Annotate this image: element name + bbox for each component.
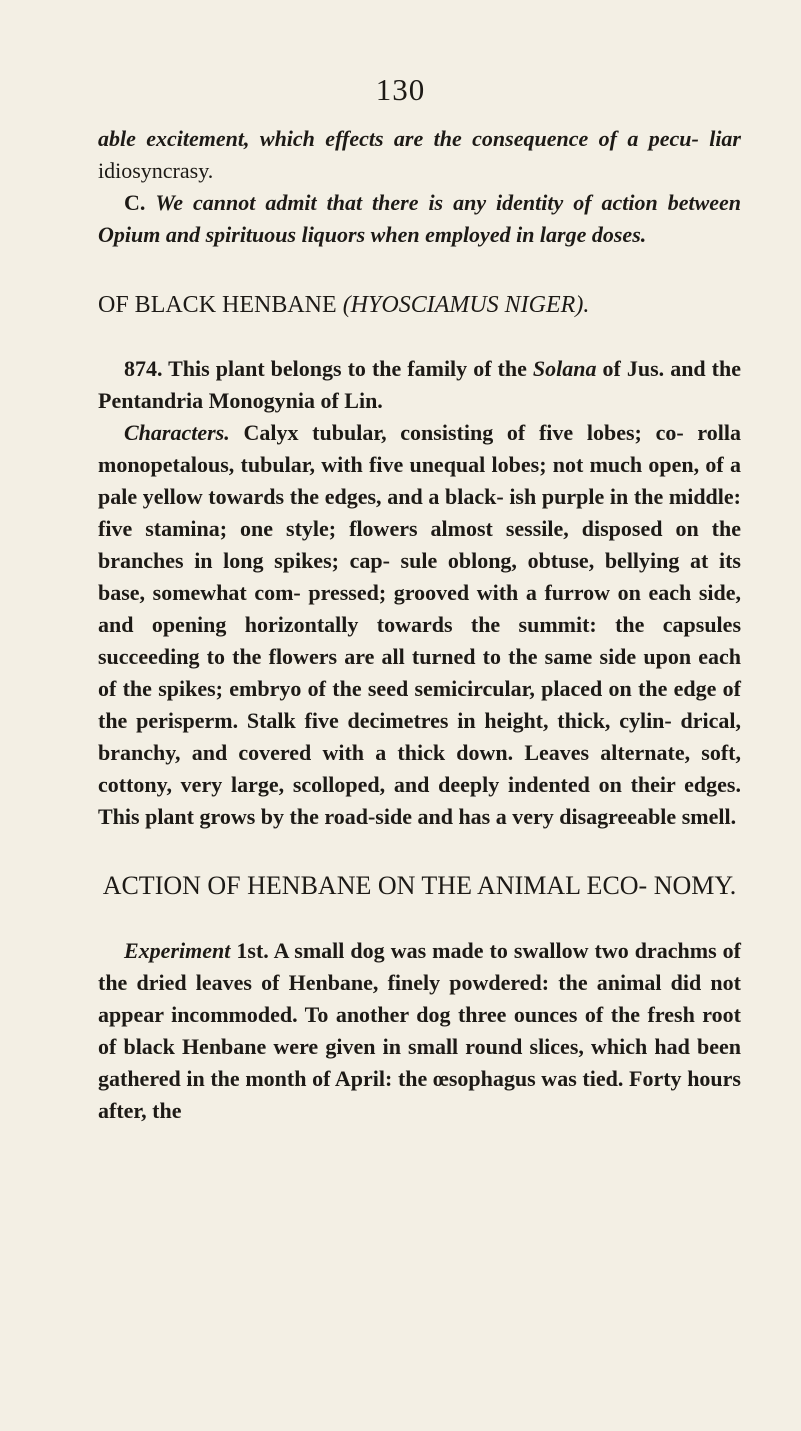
continuation-plain-text: idiosyncrasy. [98,158,214,183]
experiment-text: 1st. A small dog was made to swallow two drachms of the dried leaves of Henbane, finely powdered: the animal did not appear incommoded. To another dog three ounces of the fresh root of black Henbane were given in small round slices, which had been gathered in the month of April: the œsophagus was tied. Forty hours after, the [98,938,741,1123]
experiment-label: Experiment [124,938,231,963]
continuation-italic-text: able excitement, which effects are the consequence of a pecu- liar [98,126,741,151]
experiment-paragraph [98,935,741,1127]
conclusion-c-text: We cannot admit that there is any identity of action between Opium and spirituous liquors when employed in large doses. [98,190,742,247]
continuation-paragraph [98,123,741,187]
page-body [98,123,741,1127]
characters-text: Calyx tubular, consisting of five lobes; co- rolla monopetalous, tubular, with five unequal lobes; not much open, of a pale yellow towards the edges, and a black- ish purple in the middle: five stamina; one style; flowers almost sessile, disposed on the branches in long spikes; cap- sule oblong, obtuse, bellying at its base, somewhat com- pressed; grooved with a furrow on each side, and opening horizontally towards the summit: the capsules succeeding to the flowers are all turned to the same side upon each of the spikes; embryo of the seed semicircular, placed on the edge of the perisperm. Stalk five decimetres in height, thick, cylin- drical, branchy, and covered with a thick down. Leaves alternate, soft, cottony, very large, scolloped, and deeply indented on their edges. This plant grows by the road-side and has a very disagreeable smell. [98,420,741,829]
page-number: 130 [375,72,426,107]
characters-paragraph [98,417,741,833]
heading-black-henbane [98,289,741,321]
paragraph-874-family: Solana [532,356,597,381]
conclusion-c-label: C. [124,190,156,215]
heading-action-of-henbane: ACTION OF HENBANE ON THE ANIMAL ECO- NOMY. [102,871,737,900]
heading-black-henbane-latin: (HYOSCIAMUS NIGER). [342,292,590,318]
characters-label: Characters. [124,420,230,445]
paragraph-874-tail: of Jus. and the Pentandria Monogynia of Lin. [98,356,742,413]
paragraph-874 [98,353,741,417]
conclusion-c-paragraph [98,187,741,251]
heading-black-henbane-plain: OF BLACK HENBANE [98,292,343,318]
paragraph-874-lead: 874. This plant belongs to the family of the [124,356,533,381]
